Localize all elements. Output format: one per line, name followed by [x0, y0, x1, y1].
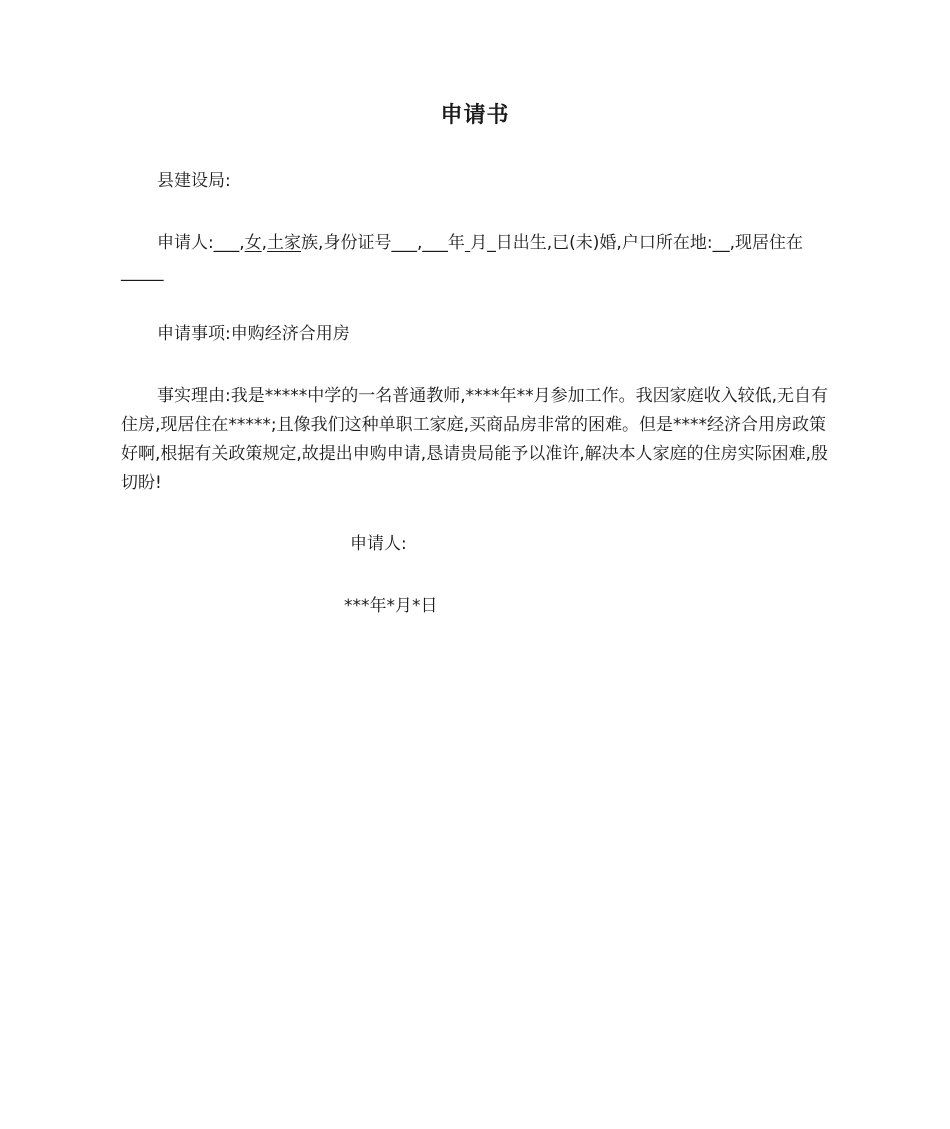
application-reason: 事实理由:我是*****中学的一名普通教师,****年**月参加工作。我因家庭收入较低,无自有住房,现居住在*****;且像我们这种单职工家庭,买商品房非常的困难。但是****经济合用房政策好啊,根据有关政策规定,故提出申购申请,恳请贵局能予以准许,解决本人家庭的住房实际困难,殷切盼! [121, 386, 829, 493]
signature-label: 申请人: [350, 534, 407, 554]
birth-year-blank: ___ [422, 233, 448, 253]
application-matter: 申请事项:申购经济合用房 [157, 324, 350, 344]
separator-text: , [261, 233, 268, 253]
name-blank: ___ [213, 233, 240, 253]
document-title: 申请书 [440, 103, 510, 128]
separator-text: , [416, 233, 423, 253]
id-number-blank: ___ [391, 233, 417, 253]
residence-label: ,现居住在 [729, 233, 803, 253]
addressee-line: 县建设局: [157, 171, 231, 191]
residence-blank: _____ [121, 262, 164, 282]
ethnicity-value: 土家 [267, 233, 302, 253]
date-line: ***年*月*日 [344, 596, 438, 616]
month-text: 月 [470, 233, 488, 253]
separator-text: , [239, 233, 245, 253]
applicant-info-paragraph [121, 229, 839, 287]
id-number-label: 族,身份证号 [301, 233, 392, 253]
applicant-label: 申请人: [157, 233, 214, 253]
birth-day-blank: _ [487, 233, 496, 253]
birth-marital-domicile-text: 日出生,已(未)婚,户口所在地: [495, 233, 713, 253]
domicile-blank: __ [712, 233, 730, 253]
year-text: 年 [447, 233, 465, 253]
gender-value: 女 [244, 233, 262, 253]
